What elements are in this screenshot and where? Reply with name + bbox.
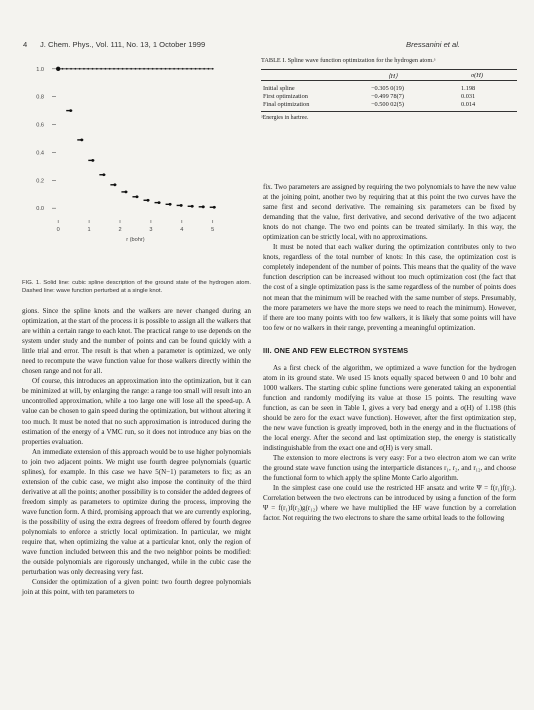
running-head-journal: J. Chem. Phys., Vol. 111, No. 13, 1 October 1999 (40, 40, 206, 49)
knot-point (136, 195, 139, 198)
knot-point (191, 205, 194, 208)
walker-dot (156, 68, 158, 70)
table-1-body (261, 84, 517, 108)
table-1-rule (261, 111, 517, 112)
walker-dot (109, 68, 111, 70)
y-tick-label: 0.8 (36, 94, 44, 101)
walker-dot (135, 68, 137, 70)
y-tick-label: 0.0 (36, 206, 44, 213)
walker-dot (195, 68, 197, 70)
walker-dot (173, 68, 175, 70)
walker-dot (160, 68, 162, 70)
table-cell-value: −0.305 0(19) (371, 84, 404, 92)
right-column (263, 182, 516, 523)
table-1-footnote: ᵃEnergies in hartree. (261, 115, 309, 121)
paragraph: gions. Since the spline knots and the walkers are never changed during an optimization, at the start of the process it is possible to assign all the walkers that are within a certain range to each knot. The practical range to use depends on the system under study and the number of points and can be found quickly with a little trial and error. The result is that when a parameter is optimized, we only need to recompute the wave function value for those walkers directly within the chosen range and not for all. (22, 307, 251, 376)
walker-dot (130, 68, 132, 70)
table-1 (261, 57, 517, 121)
walker-dot (139, 68, 141, 70)
table-row (261, 100, 517, 108)
left-column (22, 306, 251, 597)
x-tick-label: 3 (149, 227, 153, 233)
x-tick-label: 5 (211, 227, 215, 233)
walker-dot (70, 68, 72, 70)
walker-dot (208, 68, 210, 70)
x-tick-label: 2 (118, 227, 122, 233)
knot-point (113, 183, 116, 186)
knot-point (213, 206, 216, 209)
table-1-title: TABLE I. Spline wave function optimization for the hydrogen atom.ᵃ (261, 57, 436, 64)
paragraph: Consider the optimization of a given point: two fourth degree polynomials join at this point, with ten parameters to (22, 578, 251, 597)
page-number: 4 (23, 40, 28, 49)
walker-dot (83, 68, 85, 70)
walker-dot (186, 68, 188, 70)
table-cell-label: First optimization (263, 92, 308, 100)
y-tick-label: 0.2 (36, 178, 44, 185)
walker-dot (87, 68, 89, 70)
table-row (261, 92, 517, 100)
knot-point (56, 67, 60, 71)
knot-point (91, 159, 94, 162)
plot-axes (36, 67, 214, 243)
x-axis-label: r (bohr) (126, 237, 145, 243)
x-tick-label: 0 (56, 227, 60, 233)
paragraph: Of course, this introduces an approximation into the optimization, but it can be minimized at will, by enlarging the range: a range too small will result into an uncontrolled approximation, while a too large one will lose all the speed-up. A value can be chosen to gain speed during the optimization, but without altering it too much. It must be noted that no such approximation is introduced during the estimation of the energy of a VMC run, so it does not introduce any bias on the properties evaluation. (22, 377, 251, 446)
walker-dot (126, 68, 128, 70)
walker-dot (117, 68, 119, 70)
knot-point (69, 109, 72, 112)
table-cell-value: −0.500 02(5) (371, 100, 404, 108)
knot-point (158, 201, 161, 204)
walker-dot (212, 68, 214, 70)
y-tick-label: 0.6 (36, 122, 44, 129)
knot-point (180, 204, 183, 207)
paragraph: As a first check of the algorithm, we optimized a wave function for the hydrogen atom in its ground state. We used 15 knots equally spaced between 0 and 10 bohr and 1000 walkers. The starting cubic spline functions were generated taking an exponential function and randomly modifying its value at those 15 points. The resulting wave function, as can be seen in Table I, gives a very bad energy and a σ(H) of 1.198 (this should be zero for the exact wave function). However, after the first optimization step, the new wave function is greatly improved, both in the energy and in the fluctuations of the local energy. After the second and last optimization step, the energy is statistically indistinguishable from the exact one and σ(H) is very small. (263, 363, 516, 453)
walker-dot (113, 68, 115, 70)
table-cell-value: 0.031 (461, 92, 476, 100)
walker-dot (190, 68, 192, 70)
knot-point (202, 205, 205, 208)
walker-dot (105, 68, 107, 70)
figure-1-plot (22, 54, 250, 276)
walker-dot (147, 68, 149, 70)
walker-dot (177, 68, 179, 70)
walker-dot (203, 68, 205, 70)
section-heading: III. ONE AND FEW ELECTRON SYSTEMS (263, 345, 409, 355)
table-cell-label: Initial spline (263, 84, 295, 92)
table-1-header (261, 69, 517, 81)
walker-dot (92, 68, 94, 70)
y-tick-label: 0.4 (36, 150, 44, 157)
walker-dot (169, 68, 171, 70)
y-tick-label: 1.0 (36, 66, 44, 73)
table-1-col-energy: ⟨H⟩ (388, 73, 398, 80)
figure-1-caption: FIG. 1. Solid line: cubic spline description of the ground state of the hydrogen atom. Dashed line: wave function perturbed at a single knot. (22, 280, 251, 294)
walker-dot (122, 68, 124, 70)
table-row (261, 84, 517, 92)
table-cell-value: 0.014 (461, 100, 476, 108)
paragraph: fix. Two parameters are assigned by requiring the two polynomials to have the new value at the joining point, another two by requiring that at this point the two curves have the same first and second derivative. The remaining six parameters can be fixed by demanding that the value, first derivative, and second derivative of the two adjacent knots do not change. The two end points can be treated similarly. In this way, the optimization can be strictly local, with no approximations. (263, 183, 516, 242)
walker-dot (66, 68, 68, 70)
table-cell-value: −0.499 78(7) (371, 92, 404, 100)
walker-dot (165, 68, 167, 70)
running-head-authors: Bressanini et al. (406, 40, 461, 49)
plot-marks (56, 67, 216, 209)
walker-dot (79, 68, 81, 70)
walker-dot (199, 68, 201, 70)
walker-dot (96, 68, 98, 70)
walker-dot (74, 68, 76, 70)
knot-point (80, 138, 83, 141)
paragraph: It must be noted that each walker during the optimization contributes only to two knots, regardless of the total number of knots: In this case, the optimization cost is completely independent of the number of points. This means that the quality of the wave function description can be increased without too much optimization cost (the fact that the cost of a single optimization pass is the same regardless of the number of points does not mean that the minimum will be reached with the same number of steps. Presumably, the more parameters we have the more steps we need to reach the minimum). However, if there are too many points with too few walkers, it is likely that some points will have too few or no walkers in their range, preventing a meaningful optimization. (263, 243, 516, 332)
knot-point (102, 173, 105, 176)
table-cell-value: 1.198 (461, 84, 476, 92)
knot-point (125, 190, 128, 193)
paragraph: An immediate extension of this approach would be to use higher polynomials to join two adjacent points. We might use fourth degree polynomials (quartic splines), for example. In this case we have 5(N−1) parameters to fix; as an extension of the cubic case, we might also impose the continuity of the third derivative at all the points; another possibility is to consider the added degrees of freedom simply as parameters to optimize during the process, improving the wave function form. A third, promising approach that we are currently exploring, is the possibility of using the extra degrees of freedom offered by fourth degree polynomials to enforce a strictly local optimization. In particular, we might require that, when optimizing the value at a particular knot, only the region of wave function included between this and the two neighbor points be modified: the outside polynomials are rigorously unchanged, while in the cubic case the perturbation was only decreasing very fast. (22, 447, 251, 577)
knot-point (169, 203, 172, 206)
paragraph: The extension to more electrons is very easy: For a two electron atom we can write the ground state wave function using the interparticle distances r₁, r₂, and r₁₂, and choose the functional form to which apply the spline Monte Carlo algorithm. (263, 454, 516, 483)
walker-dot (182, 68, 184, 70)
walker-dot (152, 68, 154, 70)
paragraph: In the simplest case one could use the restricted HF ansatz and write Ψ = f(r₁)f(r₂). Correlation between the two electrons can be introduced by using a function of the form Ψ = f(r₁)f(r₂)g(r₁₂) where we have multiplied the HF wave function by a correlation factor. Not requiring the two electrons to share the same orbital leads to the following (263, 484, 516, 523)
table-cell-label: Final optimization (263, 100, 310, 108)
walker-dot (143, 68, 145, 70)
walker-dot (100, 68, 102, 70)
x-tick-label: 4 (180, 227, 184, 233)
table-1-col-sigma: σ(H) (471, 72, 484, 79)
knot-point (147, 199, 150, 202)
x-tick-label: 1 (87, 227, 91, 233)
walker-dot (62, 68, 64, 70)
